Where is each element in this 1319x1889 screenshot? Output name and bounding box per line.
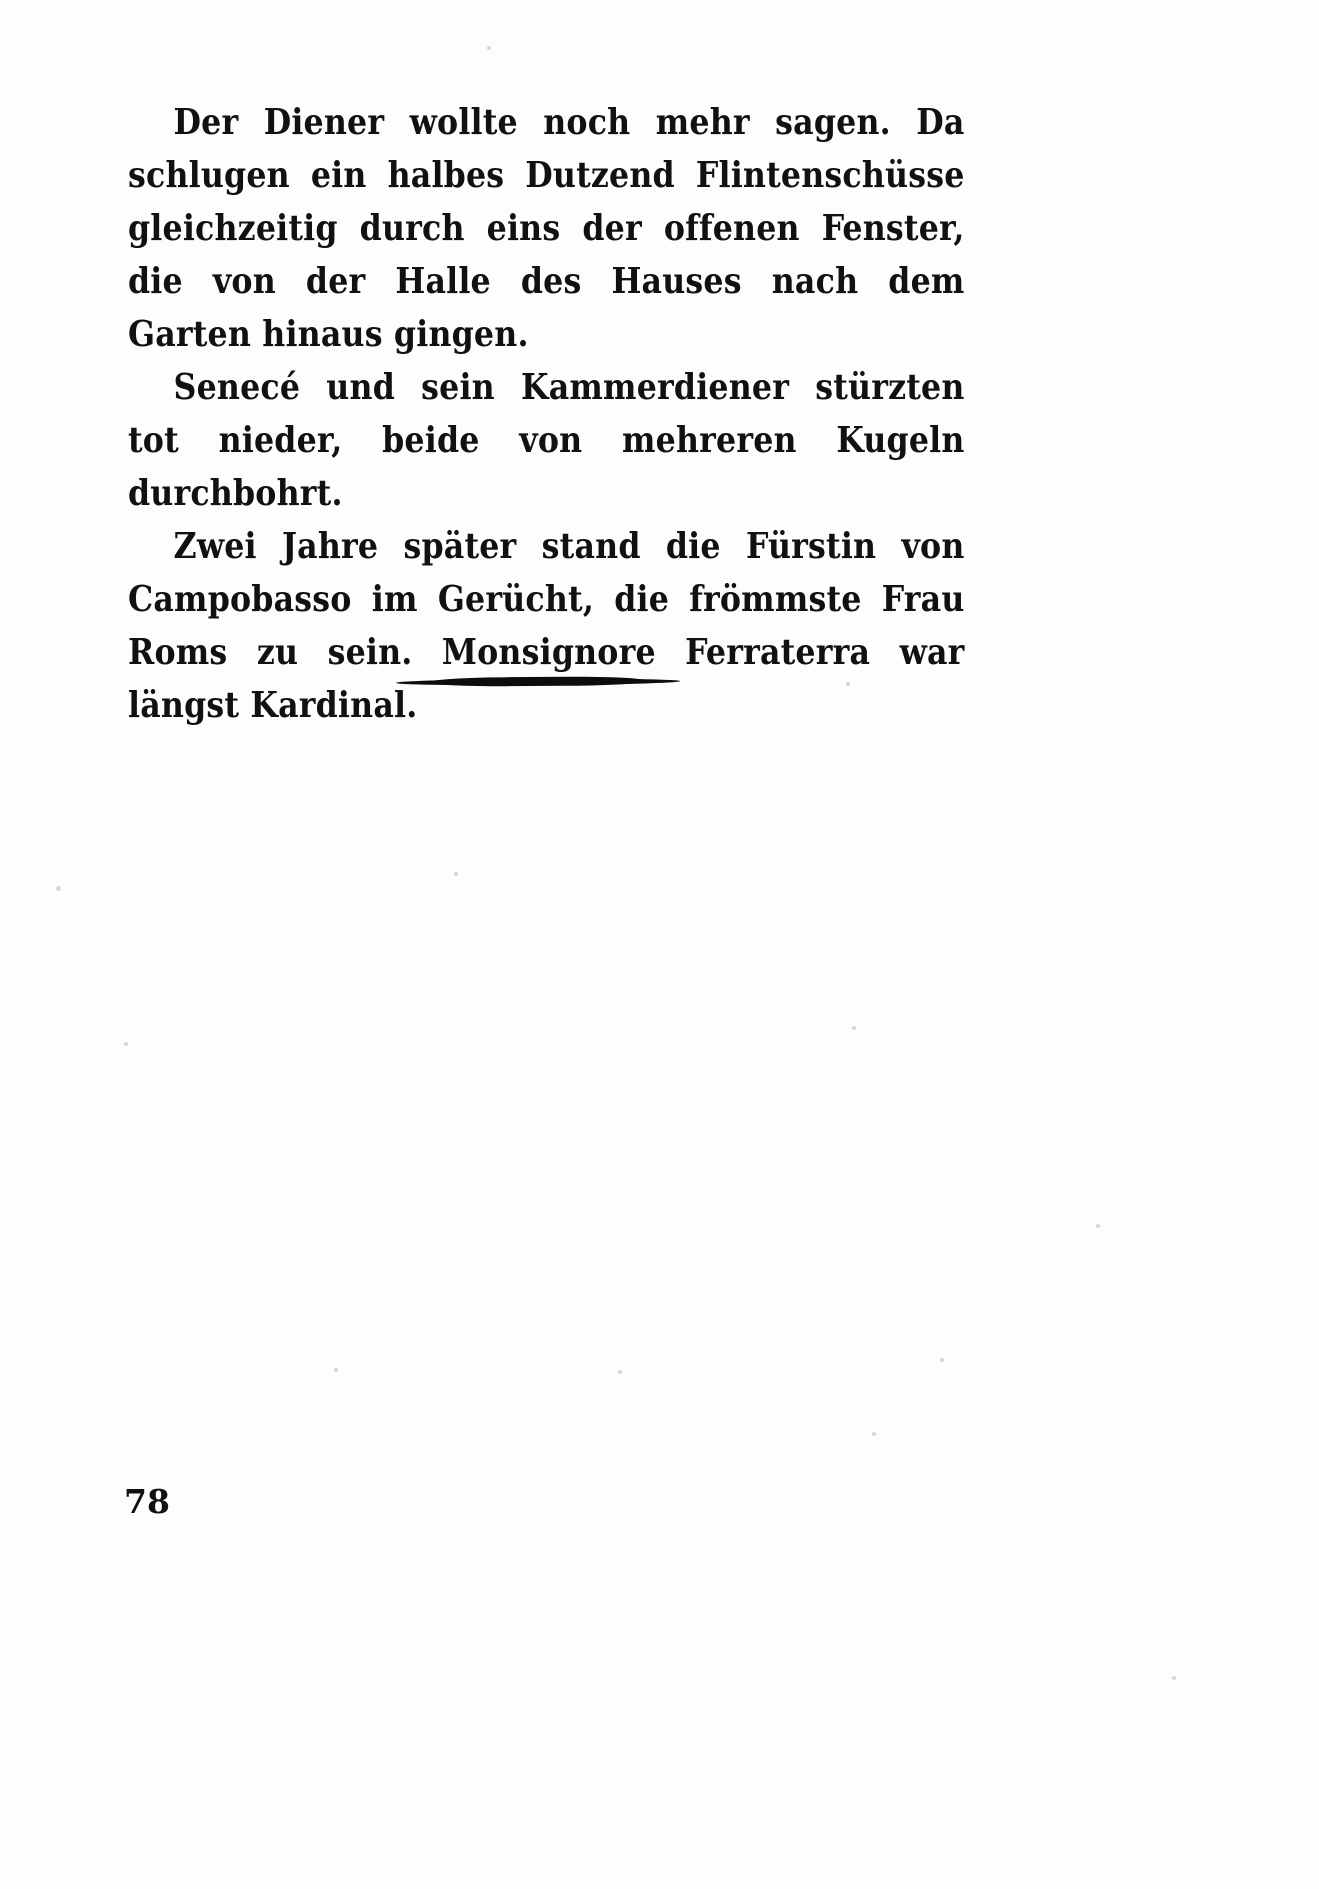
paper-speck (334, 1368, 338, 1372)
horizontal-rule-ornament-icon (396, 678, 680, 686)
paper-speck (1096, 1224, 1100, 1228)
paragraph: Zwei Jahre später stand die Fürstin von Campobasso im Gerücht, die frömmste Frau Roms zu sein. Monsignore Ferraterra war längst Kardinal. (128, 526, 965, 726)
paper-speck (487, 46, 491, 50)
paper-speck (56, 886, 61, 891)
paper-speck (124, 1042, 128, 1046)
paper-speck (1172, 1676, 1176, 1680)
paper-speck (940, 1358, 944, 1362)
paper-speck (454, 872, 458, 876)
body-text (128, 96, 973, 732)
paper-speck (846, 682, 850, 686)
page-number: 78 (124, 1482, 170, 1521)
paper-speck (618, 1370, 622, 1374)
paper-speck (852, 1026, 856, 1030)
paper-speck (872, 1432, 876, 1436)
paragraph: Senecé und sein Kammerdiener stürzten tot nieder, beide von mehreren Kugeln durchbohrt. (128, 367, 965, 514)
paragraph: Der Diener wollte noch mehr sagen. Da schlugen ein halbes Dutzend Flintenschüsse gleichzeitig durch eins der offenen Fenster, die von der Halle des Hauses nach dem Garten hinaus gingen. (128, 102, 965, 355)
